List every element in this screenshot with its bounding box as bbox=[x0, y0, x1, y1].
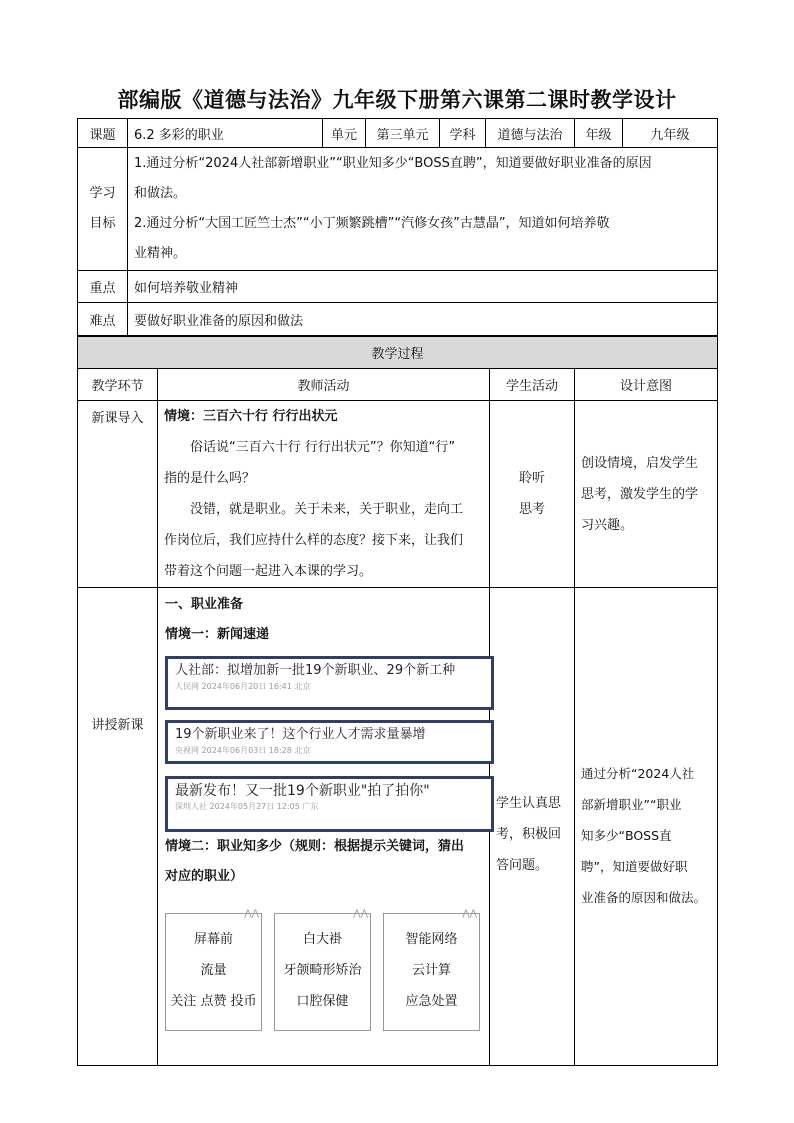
intent-intro-1: 创设情境，启发学生 bbox=[581, 455, 699, 471]
col-stage-header: 教学环节 bbox=[78, 369, 158, 401]
objectives-label: 学习 目标 bbox=[78, 148, 128, 271]
grade-value: 九年级 bbox=[623, 119, 718, 148]
col-teacher-header: 教师活动 bbox=[158, 369, 490, 401]
card-corner-mark: ⋀⋀ bbox=[244, 909, 259, 919]
process-header: 教学过程 bbox=[78, 337, 718, 369]
intent-new-4: 聘”，知道要做好职 bbox=[581, 859, 688, 874]
stage-new-lesson: 讲授新课 bbox=[78, 588, 158, 1066]
intent-new-2: 部新增职业”“职业 bbox=[581, 797, 682, 812]
scene-2-heading bbox=[165, 832, 485, 892]
course-value: 6.2 多彩的职业 bbox=[128, 119, 323, 148]
news-headline: 最新发布！又一批19个新职业"拍了拍你" bbox=[175, 783, 430, 799]
objective-1-line-1: 1.通过分析“2024人社部新增职业”“职业知多少“BOSS直聘”，知道要做好职业准备的原因 bbox=[134, 156, 652, 171]
keyword: 智能网络 bbox=[405, 932, 458, 947]
intro-text-5: 带着这个问题一起进入本课的学习。 bbox=[164, 564, 373, 579]
col-intent-header: 设计意图 bbox=[575, 369, 718, 401]
student-intro-2: 思考 bbox=[518, 502, 545, 517]
keyword: 牙颌畸形矫治 bbox=[283, 963, 362, 978]
keyword-card bbox=[274, 909, 371, 1031]
card-corner-mark: ⋀⋀ bbox=[462, 909, 477, 919]
student-intro-1: 聆听 bbox=[518, 471, 545, 486]
intro-text-2: 指的是什么吗？ bbox=[164, 471, 256, 486]
difficulty-value: 要做好职业准备的原因和做法 bbox=[128, 303, 718, 336]
col-student-header: 学生活动 bbox=[490, 369, 575, 401]
news-card bbox=[165, 776, 494, 832]
keyword: 云计算 bbox=[411, 963, 451, 978]
key-point-value: 如何培养敬业精神 bbox=[128, 271, 718, 303]
news-source: 央视网 2024年06月03日 18:28 北京 bbox=[175, 746, 311, 755]
scene-2-line-1: 情境二：职业知多少（规则：根据提示关键词，猜出 bbox=[165, 839, 465, 854]
intent-new-5: 业准备的原因和做法。 bbox=[581, 890, 707, 905]
card-corner-mark: ⋀⋀ bbox=[353, 909, 368, 919]
student-new-1: 学生认真思 bbox=[496, 796, 562, 811]
keyword: 流量 bbox=[200, 963, 227, 978]
intro-heading: 情境：三百六十行 行行出状元 bbox=[164, 409, 338, 424]
design-intent-intro bbox=[575, 401, 718, 588]
keyword: 屏幕前 bbox=[193, 932, 233, 947]
stage-intro: 新课导入 bbox=[78, 401, 158, 588]
objectives-content bbox=[128, 148, 718, 271]
keyword: 口腔保健 bbox=[296, 994, 349, 1009]
section-heading: 一、职业准备 bbox=[165, 597, 244, 612]
intro-text-1: 俗话说“三百六十行 行行出状元”？你知道“行” bbox=[190, 440, 456, 455]
difficulty-label: 难点 bbox=[78, 303, 128, 336]
news-card bbox=[165, 656, 494, 710]
student-activity-new bbox=[490, 588, 575, 1066]
subject-label: 学科 bbox=[440, 119, 486, 148]
news-source: 人民网 2024年06月20日 16:41 北京 bbox=[175, 682, 311, 691]
subject-value: 道德与法治 bbox=[486, 119, 575, 148]
intro-text-4: 作岗位后，我们应持什么样的态度？接下来，让我们 bbox=[164, 533, 464, 548]
intent-intro-3: 习兴趣。 bbox=[581, 517, 634, 533]
page-title: 部编版《道德与法治》九年级下册第六课第二课时教学设计 bbox=[117, 87, 677, 112]
design-intent-new bbox=[575, 588, 718, 1066]
keyword: 关注 点赞 投币 bbox=[170, 994, 257, 1009]
scene-1-heading: 情境一：新闻速递 bbox=[165, 627, 270, 642]
keyword-card bbox=[383, 909, 480, 1031]
teaching-process-table bbox=[77, 336, 718, 1066]
lesson-info-table bbox=[77, 118, 718, 336]
unit-value: 第三单元 bbox=[366, 119, 440, 148]
objective-1-line-2: 和做法。 bbox=[134, 186, 187, 201]
course-label: 课题 bbox=[78, 119, 128, 148]
grade-label: 年级 bbox=[575, 119, 623, 148]
news-card bbox=[165, 720, 494, 764]
intent-intro-2: 思考，激发学生的学 bbox=[581, 486, 699, 502]
objective-2-line-2: 业精神。 bbox=[134, 246, 187, 261]
teacher-activity-intro bbox=[158, 401, 490, 588]
student-new-2: 考，积极回 bbox=[496, 827, 562, 842]
teacher-activity-new bbox=[158, 588, 490, 1066]
student-new-3: 答问题。 bbox=[496, 858, 549, 873]
student-activity-intro bbox=[490, 401, 575, 588]
unit-label: 单元 bbox=[323, 119, 366, 148]
intent-new-3: 知多少“BOSS直 bbox=[581, 828, 672, 843]
key-point-label: 重点 bbox=[78, 271, 128, 303]
keyword-card bbox=[165, 909, 262, 1031]
scene-2-line-2: 对应的职业） bbox=[165, 869, 244, 884]
keyword: 应急处置 bbox=[405, 994, 458, 1009]
intro-text-3: 没错，就是职业。关于未来，关于职业，走向工 bbox=[190, 502, 464, 517]
news-headline: 19个新职业来了！这个行业人才需求量暴增 bbox=[175, 727, 426, 742]
keyword: 白大褂 bbox=[302, 932, 342, 947]
news-headline: 人社部：拟增加新一批19个新职业、29个新工种 bbox=[175, 663, 456, 678]
objective-2-line-1: 2.通过分析“大国工匠竺士杰”“小丁频繁跳槽”“汽修女孩”古慧晶”，知道如何培养敬 bbox=[134, 216, 610, 231]
news-source: 深圳人社 2024年05月27日 12:05 广东 bbox=[175, 802, 319, 811]
intent-new-1: 通过分析“2024人社 bbox=[581, 766, 695, 781]
